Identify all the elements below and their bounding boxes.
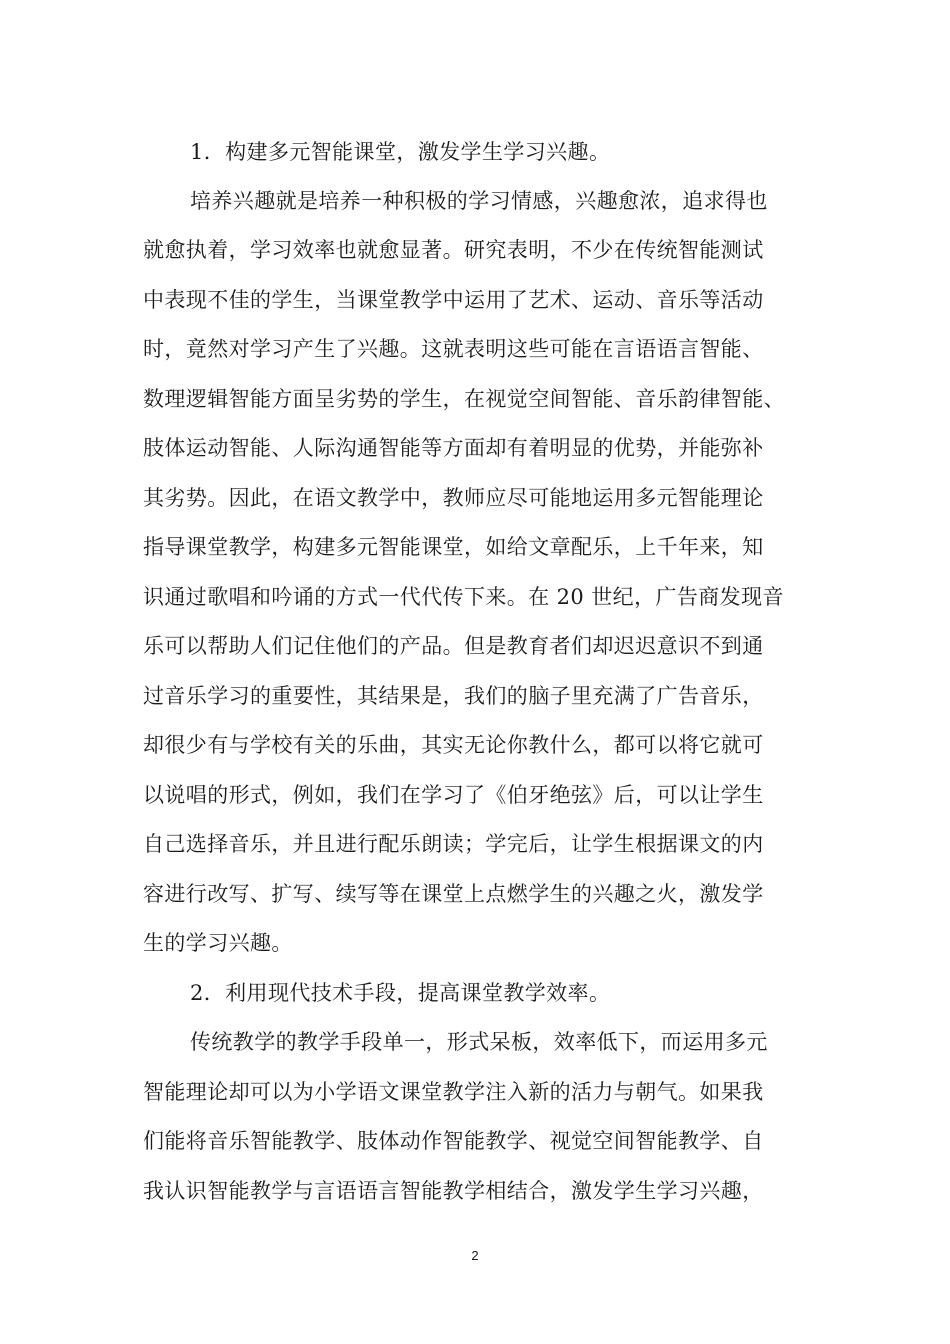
paragraph-line: 却很少有与学校有关的乐曲，其实无论你教什么，都可以将它就可	[143, 733, 764, 757]
paragraph-line: 自己选择音乐，并且进行配乐朗读；学完后，让学生根据课文的内	[143, 832, 764, 856]
paragraph-line: 其劣势。因此，在语文教学中，教师应尽可能地运用多元智能理论	[143, 486, 764, 510]
paragraph-line: 容进行改写、扩写、续写等在课堂上点燃学生的兴趣之火，激发学	[143, 882, 764, 906]
paragraph-line: 识通过歌唱和吟诵的方式一代代传下来。在 20 世纪，广告商发现音	[143, 585, 784, 609]
paragraph-line: 传统教学的教学手段单一，形式呆板，效率低下，而运用多元	[190, 1030, 768, 1054]
paragraph-line: 数理逻辑智能方面呈劣势的学生，在视觉空间智能、音乐韵律智能、	[143, 387, 785, 411]
paragraph-line: 肢体运动智能、人际沟通智能等方面却有着明显的优势，并能弥补	[143, 436, 764, 460]
paragraph-line: 中表现不佳的学生，当课堂教学中运用了艺术、运动、音乐等活动	[143, 288, 764, 312]
paragraph-line: 过音乐学习的重要性，其结果是，我们的脑子里充满了广告音乐，	[143, 684, 764, 708]
paragraph-line: 时，竟然对学习产生了兴趣。这就表明这些可能在言语语言智能、	[143, 337, 764, 361]
paragraph-line: 我认识智能教学与言语语言智能教学相结合，激发学生学习兴趣，	[143, 1179, 764, 1203]
paragraph-line: 指导课堂教学，构建多元智能课堂，如给文章配乐，上千年来，知	[143, 535, 764, 559]
paragraph-line: 智能理论却可以为小学语文课堂教学注入新的活力与朝气。如果我	[143, 1080, 764, 1104]
heading-1: 1．构建多元智能课堂，激发学生学习兴趣。	[190, 140, 611, 164]
paragraph-line: 们能将音乐智能教学、肢体动作智能教学、视觉空间智能教学、自	[143, 1129, 764, 1153]
paragraph-line: 生的学习兴趣。	[143, 931, 293, 955]
paragraph-line: 就愈执着，学习效率也就愈显著。研究表明，不少在传统智能测试	[143, 238, 764, 262]
paragraph-line: 以说唱的形式，例如，我们在学习了《伯牙绝弦》后，可以让学生	[143, 783, 764, 807]
page-number: 2	[471, 1248, 479, 1263]
heading-2: 2．利用现代技术手段，提高课堂教学效率。	[190, 981, 611, 1005]
paragraph-line: 乐可以帮助人们记住他们的产品。但是教育者们却迟迟意识不到通	[143, 634, 764, 658]
paragraph-line: 培养兴趣就是培养一种积极的学习情感，兴趣愈浓，追求得也	[190, 189, 768, 213]
